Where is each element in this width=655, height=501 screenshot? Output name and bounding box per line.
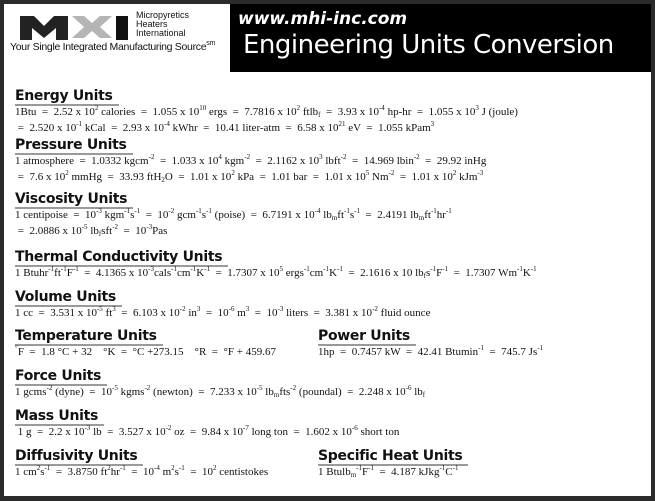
company-logo [10,10,230,70]
conversion-line: = 7.6 x $10^2$ mmHg = 33.93 ftH$_2$O = 1.01 x $10^2$ kPa = 1.01 bar = 1.01 x $10^5$ $Nm^{-2} = 1.01$ x $10^2$ kJm$^{-3}$ [15,169,484,184]
section-title: Energy Units [15,88,119,106]
section-title: Power Units [318,328,416,346]
mhi-logo-icon [20,14,130,40]
conversion-line: = 2.520 x $10^{-1}$ kCal = 2.93 x $10^{-4}$ kWhr = 10.41 liter-atm = 6.58 x $10^{21}$ eV = 1.055 kPam$^3$ [15,120,435,134]
company-line-2: Heaters [136,19,168,29]
section-thermal-conductivity [15,249,537,280]
conversion-line: 1 g = 2.2 x $10^{-3}$ lb = 3.527 x $10^{-2}$ oz = 9.84 x $10^{-7}$ long ton = 1.602 x $10^{-6}$ short ton [15,424,400,438]
section-title: Force Units [15,368,107,386]
conversion-line: 1 atmosphere = 1.0332 kgcm$^{-2}$ = 1.033 x $10^4$ kgm$^{-2}$ = 2.1162 x $10^3$ lbft$^{-2}$ = 14.969 lbin$^{-2}$ = 29.92 inHg [15,153,487,167]
section-power [318,328,543,359]
conversion-line: 1 centipoise = $10^{-3}$ $kgm^{-1}s^{-1} = 10^{-2}$ $gcm^{-1}s^{-1}$ (poise) = 6.7191 x $10^{-4}$ $lb_mft^{-1}s^{-1} = 2.4191$ $lb_mft^{-1}hr^{-1}$ [15,207,452,222]
company-line-1: Micropyretics [136,10,190,20]
conversion-line: 1Btu = 2.52 x $10^2$ calories = 1.055 x $10^{10}$ ergs = 7.7816 x $10^2$ ftlb$_f$ = 3.93 x $10^{-4}$ hp-hr = 1.055 x $10^3$ J (joule) [15,104,518,119]
conversion-sheet [4,4,651,496]
company-name [136,11,189,38]
section-title: Viscosity Units [15,191,133,209]
section-specific-heat [318,448,468,479]
section-energy [15,88,518,135]
conversion-line: 1 gcms$^{-2}$ (dyne) = $10^{-5}$ kgms$^{-2}$ (newton) = 7.233 x $10^{-5}$ $lb_mfts^{-2}$ (poundal) = 2.248 x $10^{-6}$ $lb_f$ [15,384,426,399]
company-line-3: International [136,28,186,38]
conversion-line: 1 $Btulb_m^{-1}F^{-1} = 4.187$ $kJkg^{-1}C^{-1}$ [318,464,459,479]
section-temperature [15,328,276,359]
website-link[interactable]: www.mhi-inc.com [238,9,408,29]
section-title: Thermal Conductivity Units [15,249,228,267]
section-mass [15,408,399,439]
page-title: Engineering Units Conversion [243,30,614,60]
section-viscosity [15,191,452,238]
section-title: Diffusivity Units [15,448,143,466]
tagline-text: Your Single Integrated Manufacturing Source [10,41,207,53]
header-banner [230,4,651,72]
tagline [10,41,215,53]
conversion-line: 1 cc = 3.531 x $10^{-5}$ $ft^3 = 6.103$ x $10^{-2}$ $in^3 = 10^{-6}$ $m^3 = 10^{-3}$ liters = 3.381 x $10^{-2}$ fluid ounce [15,305,431,319]
section-title: Volume Units [15,289,122,307]
section-pressure [15,137,486,184]
conversion-line: °F = 1.8 °C + 32 °K = °C +273.15 °R = °F + 459.67 [15,344,276,358]
section-diffusivity [15,448,268,479]
conversion-line: 1 $Btuhr^{-1}ft^{-1}F^{-1} = 4.1365$ x $10^{-3}cals^{-1}cm^{-1}K^{-1} = 1.7307$ x $10^5$ $ergs^{-1}cm^{-1}K^{-1} = 2.1616$ x 10 $lb_fs^{-1}F^{-1} = 1.7307$ $Wm^{-1}K^{-1}$ [15,265,537,280]
section-title: Specific Heat Units [318,448,468,466]
section-title: Mass Units [15,408,104,426]
section-volume [15,289,430,320]
service-mark: sm [206,40,215,47]
section-force [15,368,425,399]
conversion-line: = 2.0886 x $10^{-5}$ $lb_fsft^{-2} = 10^{-3}Pas$ [15,223,168,238]
section-title: Temperature Units [15,328,163,346]
conversion-line: 1 $cm^2s^{-1} = 3.8750$ $ft^2hr^{-1} = 10^{-4}$ $m^2s^{-1} = 10^2$ centistokes [15,464,269,478]
section-title: Pressure Units [15,137,133,155]
conversion-line: 1hp = 0.7457 kW = 42.41 Btumin$^{-1}$ = 745.7 $Js^{-1}$ [318,344,544,358]
